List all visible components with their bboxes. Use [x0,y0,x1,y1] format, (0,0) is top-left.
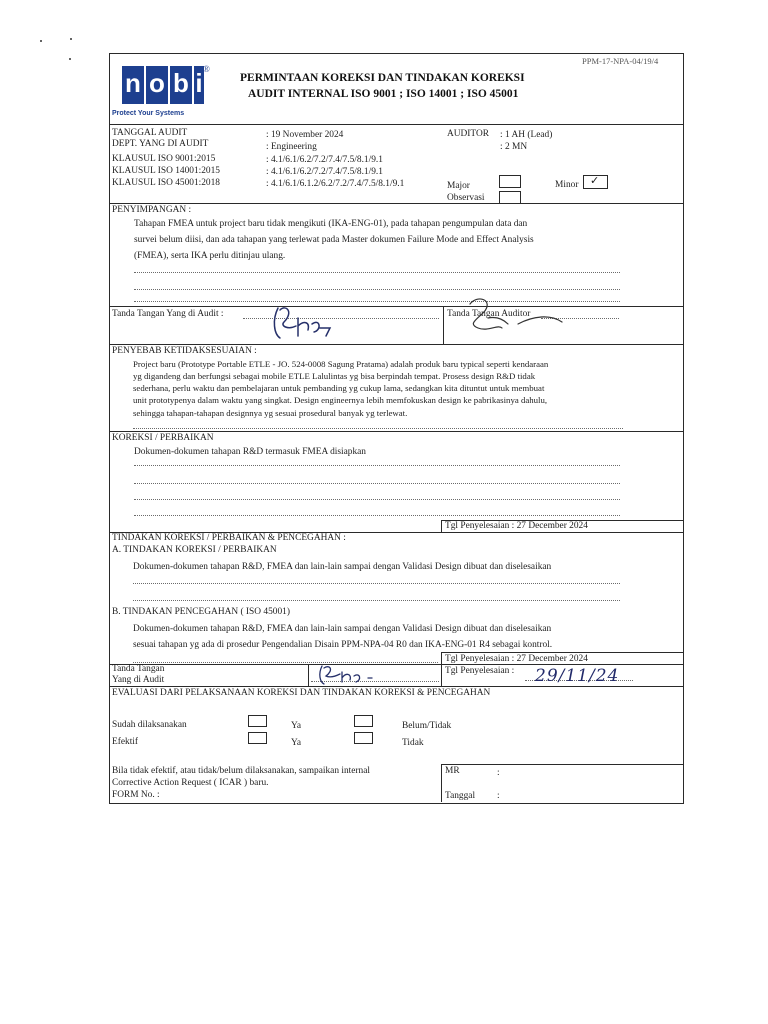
divider [109,124,684,125]
dotted-line [133,662,438,663]
logo-letter: n [122,66,144,104]
footer-note: Bila tidak efektif, atau tidak/belum dilaksanakan, sampaikan internal [112,766,370,776]
dotted-line [134,272,620,273]
dotted-line [134,499,620,500]
auditee-signature-label: Tanda Tangan Yang di Audit : [112,309,224,319]
section-heading: PENYEBAB KETIDAKSESUAIAN : [112,346,257,356]
logo-letter: i [194,66,204,104]
option-label: Ya [291,721,301,731]
tanggal-label: Tanggal [445,791,476,801]
info-label: KLAUSUL ISO 9001:2015 [112,154,216,164]
penyimpangan-text: (FMEA), serta IKA perlu ditinjau ulang. [134,251,286,261]
koreksi-text: Dokumen-dokumen tahapan R&D termasuk FMEA disiapkan [134,447,366,457]
tanggal-colon: : [497,791,500,801]
auditee-signature-label: Yang di Audit [112,675,165,685]
dotted-line [133,583,620,584]
efektif-tidak-checkbox[interactable] [354,732,373,744]
dotted-line [133,428,623,429]
penyebab-text: yg digandeng dan berfungsi sebagai mobile ETLE Lalulintas yg bisa berpindah tempat. Prosess design R&D tidak [133,371,536,381]
option-label: Belum/Tidak [402,721,452,731]
dotted-line [134,483,620,484]
auditee-signature-label: Tanda Tangan [112,664,165,674]
dotted-line [133,600,620,601]
section-heading: TINDAKAN KOREKSI / PERBAIKAN & PENCEGAHAN : [112,533,346,543]
auditor-value: : 1 AH (Lead) [500,130,553,140]
divider [109,664,684,665]
koreksi-completion-date: Tgl Penyelesaian : 27 December 2024 [445,521,588,531]
scan-speck [70,38,72,40]
option-label: Tidak [402,738,424,748]
penyimpangan-text: survei belum diisi, dan ada tahapan yang terlewat pada Master dokumen Failure Mode and Effect Analysis [134,235,534,245]
subsection-heading: B. TINDAKAN PENCEGAHAN ( ISO 45001) [112,607,290,617]
mr-colon: : [497,768,500,778]
divider [109,686,684,687]
scan-speck [40,40,42,42]
section-heading: EVALUASI DARI PELAKSANAAN KOREKSI DAN TINDAKAN KOREKSI & PENCEGAHAN [112,688,491,698]
divider [441,664,442,686]
auditee-signature [314,662,380,688]
divider [441,764,684,765]
minor-checkbox[interactable] [583,175,608,189]
subsection-heading: A. TINDAKAN KOREKSI / PERBAIKAN [112,545,277,555]
signature-completion-label: Tgl Penyelesaian : [445,666,515,676]
tindakan-a-text: Dokumen-dokumen tahapan R&D, FMEA dan lain-lain sampai dengan Validasi Design dibuat dan diselesaikan [133,562,552,572]
divider [443,306,444,344]
auditor-signature-label: Tanda Tangan Auditor [447,309,531,319]
penyebab-text: unit prototypenya dalam waktu yang singkat. Design engineernya lebih memfokuskan design ke pabrikasinya dahulu, [133,395,548,405]
auditor-signature [458,294,568,344]
info-value: : 19 November 2024 [266,130,344,140]
logo-tagline: Protect Your Systems [112,110,185,117]
dotted-line [134,515,620,516]
logo-letter: b [170,66,192,104]
divider [109,306,684,307]
mr-label: MR [445,766,460,776]
info-label: TANGGAL AUDIT [112,128,188,138]
logo-registered-mark: ® [203,64,210,74]
minor-label: Minor [555,180,579,190]
major-label: Major [447,181,470,191]
dotted-line [134,465,620,466]
penyimpangan-text: Tahapan FMEA untuk project baru tidak mengikuti (IKA-ENG-01), pada tahapan pengumpulan data dan [134,219,528,229]
info-label: DEPT. YANG DI AUDIT [112,139,209,149]
evaluation-label: Efektif [112,737,139,747]
form-title-line1: PERMINTAAN KOREKSI DAN TINDAKAN KOREKSI [240,72,525,84]
major-checkbox[interactable] [499,175,521,188]
dotted-line [134,289,620,290]
divider [109,203,684,204]
info-label: KLAUSUL ISO 45001:2018 [112,178,220,188]
observasi-label: Observasi [447,193,485,203]
divider [441,520,442,532]
info-value: : Engineering [266,142,317,152]
evaluation-label: Sudah dilaksanakan [112,720,187,730]
form-title-line2: AUDIT INTERNAL ISO 9001 ; ISO 14001 ; ISO 45001 [248,88,519,100]
info-value: : 4.1/6.1/6.2/7.2/7.4/7.5/8.1/9.1 [266,167,383,177]
logo-letter: o [146,66,168,104]
auditee-signature [268,300,344,344]
info-label: KLAUSUL ISO 14001:2015 [112,166,220,176]
option-label: Ya [291,738,301,748]
auditor-label: AUDITOR [447,129,490,139]
penyebab-text: sehingga tahapan-tahapan designnya yg sesuai prosedural banyak yg terlewat. [133,408,408,418]
info-value: : 4.1/6.1/6.1.2/6.2/7.2/7.4/7.5/8.1/9.1 [266,179,405,189]
tindakan-b-text: Dokumen-dokumen tahapan R&D, FMEA dan lain-lain sampai dengan Validasi Design dibuat dan diselesaikan [133,624,552,634]
sudah-belum-checkbox[interactable] [354,715,373,727]
section-heading: KOREKSI / PERBAIKAN [112,433,214,443]
form-number-label: FORM No. : [112,790,160,800]
divider [441,764,442,802]
divider [308,664,309,686]
form-code: PPM-17-NPA-04/19/4 [582,56,659,66]
scan-speck [69,58,71,60]
check-icon: ✓ [590,174,600,187]
penyebab-text: sederhana, perlu waktu dan pembelajaran untuk pembanding yg cukup lama, sedangkan kita dituntut untuk membuat [133,383,545,393]
auditor-value: : 2 MN [500,142,528,152]
penyebab-text: Project baru (Prototype Portable ETLE - JO. 524-0008 Sagung Pratama) adalah produk baru typical seperti kendaraan [133,359,549,369]
tindakan-completion-date: Tgl Penyelesaian : 27 December 2024 [445,654,588,664]
divider [109,344,684,345]
divider [441,652,442,664]
efektif-ya-checkbox[interactable] [248,732,267,744]
sudah-ya-checkbox[interactable] [248,715,267,727]
divider [109,431,684,432]
handwritten-completion-date: 29/11/24 [535,666,620,686]
section-heading: PENYIMPANGAN : [112,205,192,215]
footer-note: Corrective Action Request ( ICAR ) baru. [112,778,269,788]
divider [441,652,684,653]
info-value: : 4.1/6.1/6.2/7.2/7.4/7.5/8.1/9.1 [266,155,383,165]
tindakan-b-text: sesuai tahapan yg ada di prosedur Pengendalian Disain PPM-NPA-04 R0 dan IKA-ENG-01 R4 sebagai kontrol. [133,640,553,650]
